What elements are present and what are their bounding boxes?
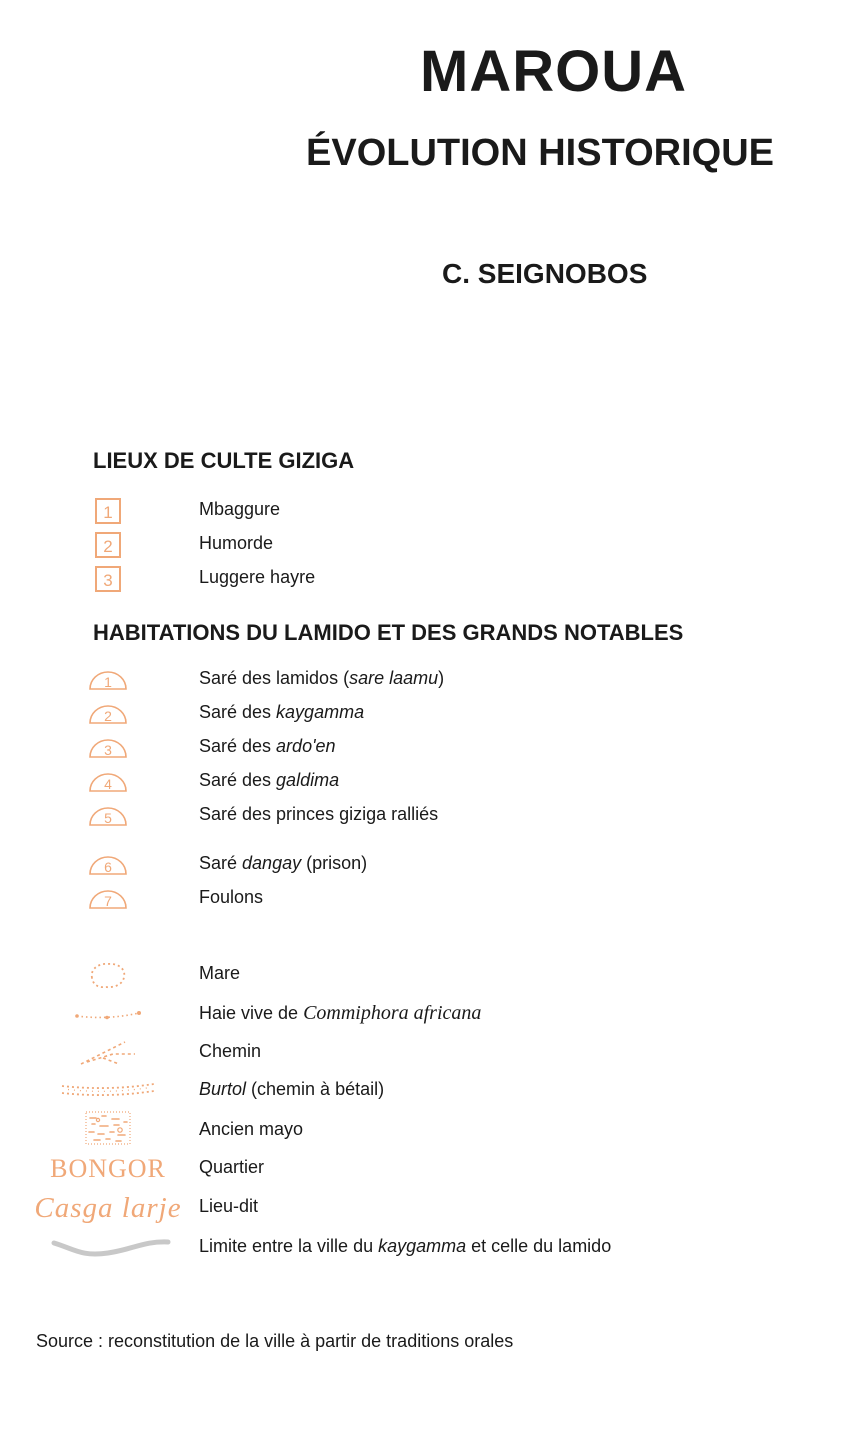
legend-row-dwelling-4 bbox=[0, 767, 841, 797]
legend-row-dwelling-6 bbox=[0, 850, 841, 880]
legend-label: Saré dangay (prison) bbox=[199, 853, 368, 873]
legend-label: Ancien mayo bbox=[199, 1119, 304, 1139]
legend-row-cult-1 bbox=[0, 496, 841, 526]
legend-row-quartier bbox=[0, 1154, 841, 1184]
numbered-semicircle-icon bbox=[58, 733, 158, 763]
path-icon bbox=[58, 1038, 158, 1068]
symbol-number: 2 bbox=[103, 537, 113, 556]
numbered-semicircle-icon bbox=[58, 850, 158, 880]
legend-row-mayo bbox=[0, 1113, 841, 1143]
source-note: Source : reconstitution de la ville à partir de traditions orales bbox=[36, 1331, 514, 1351]
legend-row-dwelling-3 bbox=[0, 733, 841, 763]
numbered-semicircle-icon bbox=[58, 767, 158, 797]
numbered-semicircle-icon bbox=[58, 665, 158, 695]
legend-row-burtol bbox=[0, 1076, 841, 1106]
section-title-cult: LIEUX DE CULTE GIZIGA bbox=[93, 448, 355, 473]
legend-row-chemin bbox=[0, 1038, 841, 1068]
legend-label: Saré des princes giziga ralliés bbox=[199, 804, 439, 824]
legend-label: Haie vive de Commiphora africana bbox=[199, 1002, 482, 1024]
symbol-number: 1 bbox=[104, 674, 112, 690]
legend-label: Saré des kaygamma bbox=[199, 702, 365, 722]
legend-row-dwelling-5 bbox=[0, 801, 841, 831]
legend-label: Foulons bbox=[199, 887, 264, 907]
lieudit-sample bbox=[28, 1193, 188, 1223]
symbol-number: 3 bbox=[103, 571, 113, 590]
legend-label: Mare bbox=[199, 963, 241, 983]
legend-label: Burtol (chemin à bétail) bbox=[199, 1079, 385, 1099]
lieudit-sample-text: Casga larje bbox=[34, 1191, 182, 1224]
legend-label: Quartier bbox=[199, 1157, 265, 1177]
quartier-sample bbox=[50, 1154, 166, 1184]
numbered-square-icon bbox=[58, 496, 158, 526]
numbered-square-icon bbox=[58, 530, 158, 560]
legend-row-mare bbox=[0, 960, 841, 990]
legend-row-dwelling-7 bbox=[0, 884, 841, 914]
legend-label: Saré des ardo'en bbox=[199, 736, 336, 756]
legend-row-haie bbox=[0, 999, 841, 1029]
numbered-square-icon bbox=[58, 564, 158, 594]
legend-label: Humorde bbox=[199, 533, 274, 553]
boundary-line-icon bbox=[40, 1233, 180, 1263]
legend-label: Luggere hayre bbox=[199, 567, 316, 587]
legend-row-dwelling-2 bbox=[0, 699, 841, 729]
legend-row-lieudit bbox=[0, 1193, 841, 1223]
symbol-number: 7 bbox=[104, 893, 112, 909]
pond-icon bbox=[58, 960, 158, 990]
symbol-number: 2 bbox=[104, 708, 112, 724]
symbol-number: 1 bbox=[103, 503, 113, 522]
old-riverbed-icon bbox=[58, 1113, 158, 1143]
legend-label: Saré des galdima bbox=[199, 770, 340, 790]
map-title: MAROUA bbox=[420, 39, 687, 104]
legend-label: Saré des lamidos (sare laamu) bbox=[199, 668, 445, 688]
symbol-number: 5 bbox=[104, 810, 112, 826]
author: C. SEIGNOBOS bbox=[442, 258, 648, 289]
legend-label: Chemin bbox=[199, 1041, 262, 1061]
legend-row-cult-2 bbox=[0, 530, 841, 560]
legend-row-cult-3 bbox=[0, 564, 841, 594]
cattle-track-icon bbox=[58, 1076, 158, 1106]
hedge-icon bbox=[58, 999, 158, 1029]
symbol-number: 3 bbox=[104, 742, 112, 758]
section-title-dwellings: HABITATIONS DU LAMIDO ET DES GRANDS NOTABLES bbox=[93, 620, 684, 645]
quartier-sample-text: BONGOR bbox=[50, 1154, 166, 1183]
symbol-number: 4 bbox=[104, 776, 112, 792]
numbered-semicircle-icon bbox=[58, 884, 158, 914]
legend-label: Lieu-dit bbox=[199, 1196, 259, 1216]
symbol-number: 6 bbox=[104, 859, 112, 875]
legend-row-limite bbox=[0, 1233, 841, 1263]
numbered-semicircle-icon bbox=[58, 699, 158, 729]
map-subtitle: ÉVOLUTION HISTORIQUE bbox=[306, 132, 775, 174]
legend-label: Mbaggure bbox=[199, 499, 281, 519]
numbered-semicircle-icon bbox=[58, 801, 158, 831]
legend-label: Limite entre la ville du kaygamma et celle du lamido bbox=[199, 1236, 612, 1256]
legend-row-dwelling-1 bbox=[0, 665, 841, 695]
